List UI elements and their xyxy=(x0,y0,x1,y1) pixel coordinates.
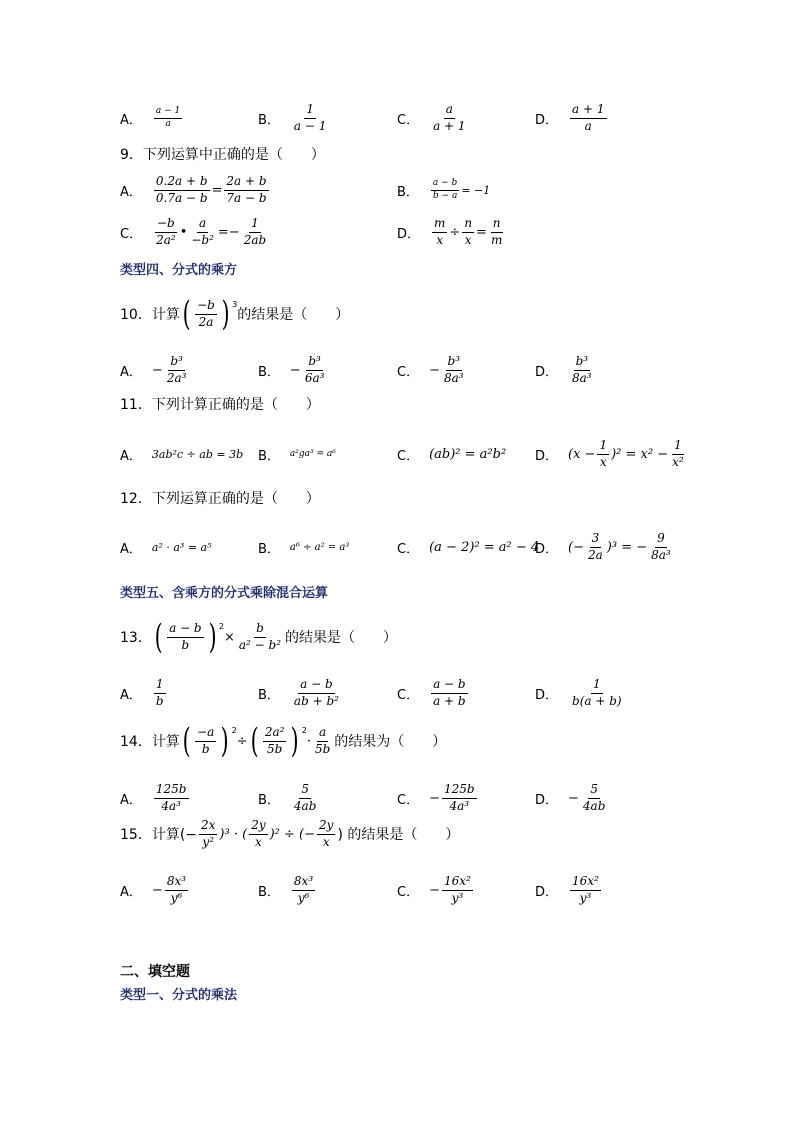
q13-option-c[interactable]: C． $\frac{a - b}{a + b}$ xyxy=(397,677,466,708)
q14-option-b[interactable]: B． $\frac{5}{4ab}$ xyxy=(258,782,317,813)
q15-option-b[interactable]: B． $\frac{\text{8x³}}{\text{y⁶}}$ xyxy=(258,874,314,905)
q11-option-c[interactable]: C． (ab)² = a²b² xyxy=(397,446,507,464)
q9-options-ab xyxy=(0,174,794,205)
q13-option-b[interactable]: B． $\frac{a - b}{\text{ab + b²}}$ xyxy=(258,677,339,708)
q9-options-cd xyxy=(0,216,794,247)
q12-option-d[interactable]: D． (− $\frac{3}{2a}$ )³ = − $\frac{9}{\text{8a³}}$ xyxy=(535,531,671,562)
part2-heading: 二、填空题 xyxy=(120,964,190,980)
q9-option-b[interactable]: B． $\frac{a - b}{b - a}$ = −1 xyxy=(397,177,491,201)
q11-option-d[interactable]: D． (x − $\frac{1}{x}$ )² = x² − $\frac{1}{\text{x²}}$ xyxy=(535,438,684,469)
q12-stem: 12．下列运算正确的是（ ） xyxy=(120,491,320,507)
q11-option-a[interactable]: A． 3ab²c ÷ ab = 3b xyxy=(120,447,244,464)
q15-options xyxy=(0,874,794,905)
q13-option-d[interactable]: D． $\frac{1}{b(a + b)}$ xyxy=(535,677,622,708)
q15-stem: 15．计算(− $\frac{2x}{\text{y²}}$ )³ · ( $\frac{2y}{x}$ )² ÷ (− $\frac{2y}{x}$ ) 的结果是（ ） xyxy=(120,818,460,849)
q11-stem: 11．下列计算正确的是（ ） xyxy=(120,397,320,413)
q14-option-a[interactable]: A． $\frac{125b}{\text{4a³}}$ xyxy=(120,782,187,813)
q9-option-c[interactable]: C． $\frac{-b}{\text{2a²}}$ • $\frac{a}{\text{−b²}}$ =− $\frac{1}{2ab}$ xyxy=(120,216,267,247)
q8-option-b[interactable]: B． $\frac{1}{a - 1}$ xyxy=(258,102,327,133)
q14-option-d[interactable]: D． − $\frac{5}{4ab}$ xyxy=(535,782,606,813)
q12-options xyxy=(0,531,794,562)
q12-option-a[interactable]: A． a² · a³ = a⁵ xyxy=(120,540,212,557)
q10-option-c[interactable]: C． − $\frac{\text{b³}}{\text{8a³}}$ xyxy=(397,354,464,385)
q12-option-c[interactable]: C． (a − 2)² = a² − 4 xyxy=(397,539,540,557)
q9-stem: 9．下列运算中正确的是（ ） xyxy=(120,147,325,163)
q15-option-c[interactable]: C． − $\frac{\text{16x²}}{\text{y³}}$ xyxy=(397,874,471,905)
q15-option-d[interactable]: D． $\frac{\text{16x²}}{\text{y³}}$ xyxy=(535,874,599,905)
q8-option-a[interactable]: A． $\frac{a - 1}{a}$ xyxy=(120,105,181,129)
q10-option-d[interactable]: D． $\frac{\text{b³}}{\text{8a³}}$ xyxy=(535,354,592,385)
q10-option-b[interactable]: B． − $\frac{\text{b³}}{\text{6a³}}$ xyxy=(258,354,325,385)
q9-option-d[interactable]: D． $\frac{m}{x}$ ÷ $\frac{n}{x}$ = $\frac{n}{m}$ xyxy=(397,216,503,247)
q13-option-a[interactable]: A． $\frac{1}{b}$ xyxy=(120,677,164,708)
q8-option-d[interactable]: D． $\frac{a + 1}{a}$ xyxy=(535,102,605,133)
q14-option-c[interactable]: C． − $\frac{125b}{\text{4a³}}$ xyxy=(397,782,475,813)
q11-options xyxy=(0,438,794,469)
q14-stem: 14．计算 ( $\frac{-a}{b}$ ) $^2$ ÷ ( $\frac{\text{2a²}}{5b}$ ) $^2$ · $\frac{a}{5b}$ 的结果为（ ） xyxy=(120,721,447,761)
section-type4-heading: 类型四、分式的乘方 xyxy=(120,263,238,278)
q8-options xyxy=(0,102,794,133)
q9-option-a[interactable]: A． $\frac{0.2a + b}{0.7a - b}$ = $\frac{2a + b}{7a - b}$ xyxy=(120,174,267,205)
q10-stem: 10．计算 ( $\frac{-b}{2a}$ ) $^3$ 的结果是（ ） xyxy=(120,294,350,334)
q10-option-a[interactable]: A． − $\frac{\text{b³}}{\text{2a³}}$ xyxy=(120,354,187,385)
q11-option-b[interactable]: B． a²ga³ = a⁶ xyxy=(258,448,336,464)
section-type5-heading: 类型五、含乘方的分式乘除混合运算 xyxy=(120,586,329,601)
q10-options xyxy=(0,354,794,385)
q12-option-b[interactable]: B． a⁶ ÷ a² = a³ xyxy=(258,541,350,557)
q13-stem: 13． ( $\frac{a - b}{b}$ ) $^2$ × $\frac{b}{\text{a² − b²}}$ 的结果是（ ） xyxy=(120,617,398,657)
q14-options xyxy=(0,782,794,813)
q8-option-c[interactable]: C． $\frac{a}{a + 1}$ xyxy=(397,102,466,133)
q15-option-a[interactable]: A． − $\frac{\text{8x³}}{\text{y⁶}}$ xyxy=(120,874,187,905)
q13-options xyxy=(0,677,794,708)
section-type1-heading: 类型一、分式的乘法 xyxy=(120,988,238,1003)
